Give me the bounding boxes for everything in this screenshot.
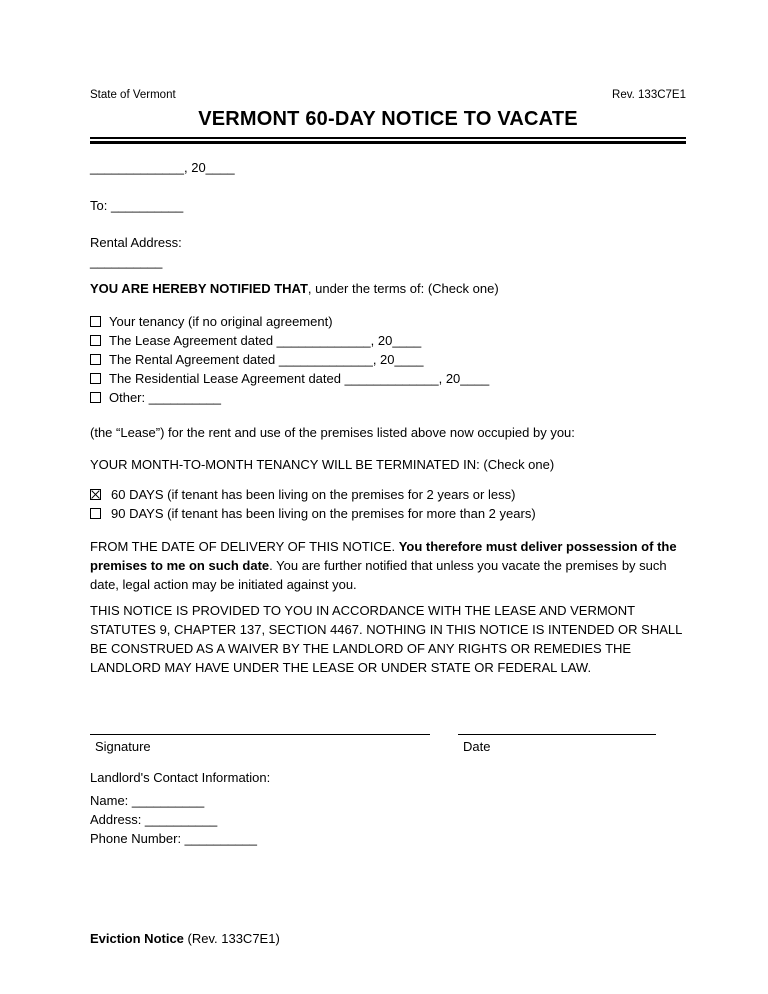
page-title: VERMONT 60-DAY NOTICE TO VACATE <box>198 108 578 130</box>
footer-title: Eviction Notice <box>90 931 184 946</box>
rental-address-label: Rental Address: <box>90 235 182 250</box>
checkbox-checked-icon[interactable] <box>90 489 101 500</box>
notified-heading <box>90 279 686 298</box>
option-row-60-days <box>90 485 686 504</box>
contact-info-block <box>90 791 686 848</box>
option-row-90-days <box>90 504 686 523</box>
option-row-tenancy <box>90 312 686 331</box>
agreement-options-list <box>90 312 686 407</box>
date-blank-line: _____________, 20____ <box>90 160 235 175</box>
footer-revision: (Rev. 133C7E1) <box>183 931 280 946</box>
option-label: 90 DAYS (if tenant has been living on the premises for more than 2 years) <box>111 506 536 521</box>
option-label: The Residential Lease Agreement dated _____________, 20____ <box>109 371 490 386</box>
delivery-paragraph-post: . You are further notified that unless you vacate the premises by such date, legal action may be initiated against you. <box>90 558 667 592</box>
contact-info-heading: Landlord's Contact Information: <box>90 770 271 785</box>
option-label: Your tenancy (if no original agreement) <box>109 314 333 329</box>
option-label: The Lease Agreement dated _____________, 20____ <box>109 333 422 348</box>
header-revision-label: Rev. 133C7E1 <box>612 89 686 101</box>
statute-paragraph: THIS NOTICE IS PROVIDED TO YOU IN ACCORDANCE WITH THE LEASE AND VERMONT STATUTES 9, CHAPTER 137, SECTION 4467. NOTHING IN THIS NOTICE IS INTENDED OR SHALL BE CONSTRUED AS A WAIVER BY THE LANDLORD OF ANY RIGHTS OR REMEDIES THE LANDLORD MAY HAVE UNDER THE LEASE OR UNDER STATE OR FEDERAL LAW. <box>90 603 682 675</box>
document-footer <box>90 929 280 948</box>
option-row-rental-agreement <box>90 350 686 369</box>
checkbox-icon[interactable] <box>90 392 101 403</box>
contact-address-line: Address: __________ <box>90 812 218 827</box>
option-row-other <box>90 388 686 407</box>
header-state-label: State of Vermont <box>90 89 176 101</box>
option-row-residential-lease <box>90 369 686 388</box>
notified-heading-bold: YOU ARE HEREBY NOTIFIED THAT <box>90 281 308 296</box>
rental-address-blank: __________ <box>90 254 163 269</box>
document-header <box>90 88 686 102</box>
contact-phone-line: Phone Number: __________ <box>90 831 257 846</box>
option-row-lease-agreement <box>90 331 686 350</box>
signature-line <box>90 734 430 756</box>
delivery-paragraph-bold: You therefore must deliver possession of the premises to me on such date <box>90 539 677 573</box>
rental-address-block <box>90 233 686 271</box>
termination-heading: YOUR MONTH-TO-MONTH TENANCY WILL BE TERMINATED IN: (Check one) <box>90 457 555 472</box>
notified-heading-rest: , under the terms of: (Check one) <box>307 281 499 296</box>
delivery-paragraph-pre: FROM THE DATE OF DELIVERY OF THIS NOTICE. <box>90 539 399 554</box>
option-label: The Rental Agreement dated _____________, 20____ <box>109 352 424 367</box>
checkbox-icon[interactable] <box>90 508 101 519</box>
checkbox-icon[interactable] <box>90 373 101 384</box>
checkbox-icon[interactable] <box>90 335 101 346</box>
delivery-paragraph <box>90 537 686 594</box>
title-divider-rule <box>90 137 686 144</box>
to-line: To: __________ <box>90 198 184 213</box>
signature-section <box>90 734 686 756</box>
option-label: Other: __________ <box>109 390 222 405</box>
termination-options-list <box>90 485 686 523</box>
option-label: 60 DAYS (if tenant has been living on the premises for 2 years or less) <box>111 487 516 502</box>
date-line <box>458 734 656 756</box>
checkbox-icon[interactable] <box>90 354 101 365</box>
signature-label: Signature <box>95 739 151 754</box>
checkbox-icon[interactable] <box>90 316 101 327</box>
lease-clause-paragraph: (the “Lease”) for the rent and use of the premises listed above now occupied by you: <box>90 425 575 440</box>
contact-name-line: Name: __________ <box>90 793 205 808</box>
date-label: Date <box>463 739 491 754</box>
document-content <box>90 88 686 848</box>
